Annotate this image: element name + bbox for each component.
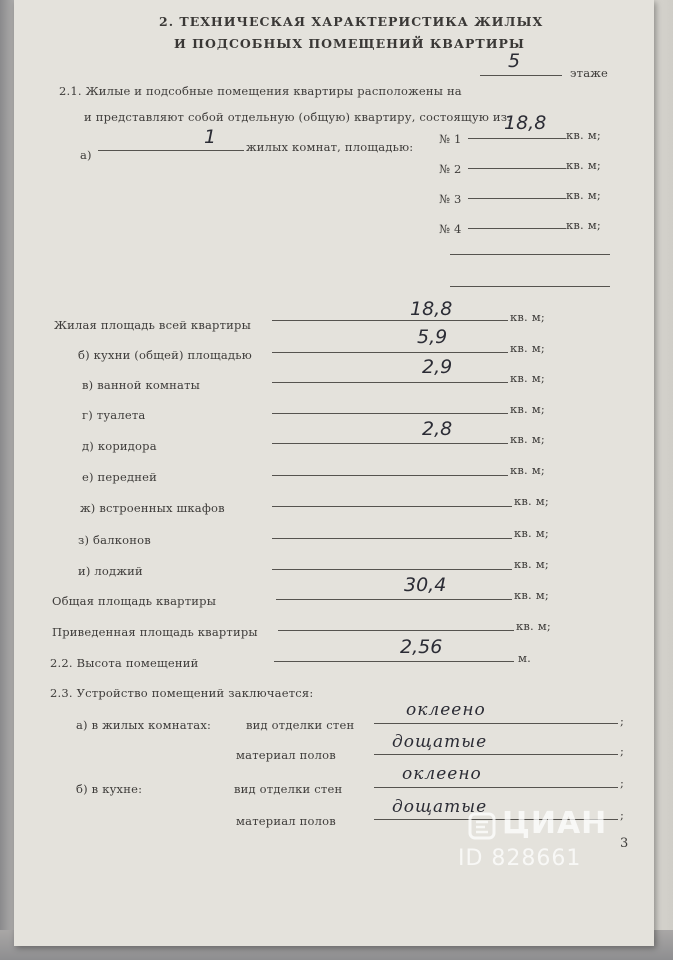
- section-2-1-text: 2.1. Жилые и подсобные помещения квартиры расположены на: [59, 84, 462, 98]
- area-total-label: Общая площадь квартиры: [52, 594, 217, 608]
- rooms-text: жилых комнат, площадью:: [246, 140, 414, 154]
- room-3-unit: кв. м;: [566, 188, 601, 202]
- height-value: 2,56: [400, 636, 443, 658]
- page-number: 3: [620, 836, 629, 851]
- area-corridor-value: 2,8: [422, 418, 453, 440]
- area-living-value: 18,8: [410, 298, 453, 320]
- area-balconies-line: [272, 538, 512, 539]
- room-1-line: [468, 138, 566, 139]
- title-line-1: 2. ТЕХНИЧЕСКАЯ ХАРАКТЕРИСТИКА ЖИЛЫХ: [159, 14, 544, 29]
- finish-rooms-floors-line: [374, 754, 618, 755]
- finish-kitchen-label: б) в кухне:: [76, 782, 143, 796]
- area-reduced-label: Приведенная площадь квартиры: [52, 625, 258, 639]
- area-balconies-label: з) балконов: [78, 533, 151, 547]
- area-bathroom-line: [272, 382, 508, 383]
- room-2-unit: кв. м;: [566, 158, 601, 172]
- extra-line-2: [450, 286, 610, 287]
- finish-kitchen-walls-label: вид отделки стен: [234, 782, 343, 796]
- area-toilet-label: г) туалета: [82, 408, 146, 422]
- area-reduced-line: [278, 630, 514, 631]
- area-loggias-label: и) лоджий: [78, 564, 143, 578]
- area-living-line: [272, 320, 508, 321]
- room-2-label: № 2: [439, 162, 462, 176]
- finish-rooms-floors-label: материал полов: [236, 748, 336, 762]
- watermark-id: ID 828661: [458, 846, 582, 871]
- area-corridor-unit: кв. м;: [510, 432, 545, 446]
- area-balconies-unit: кв. м;: [514, 526, 549, 540]
- area-closets-line: [272, 506, 512, 507]
- area-loggias-unit: кв. м;: [514, 557, 549, 571]
- area-reduced-unit: кв. м;: [516, 619, 551, 633]
- finish-rooms-walls-label: вид отделки стен: [246, 718, 355, 732]
- room-4-line: [468, 228, 566, 229]
- area-corridor-line: [272, 443, 508, 444]
- extra-line-1: [450, 254, 610, 255]
- area-closets-unit: кв. м;: [514, 494, 549, 508]
- room-1-value: 18,8: [504, 112, 547, 134]
- area-kitchen-unit: кв. м;: [510, 341, 545, 355]
- area-closets-label: ж) встроенных шкафов: [80, 501, 225, 515]
- floor-line: [480, 75, 562, 76]
- area-hall-line: [272, 475, 508, 476]
- area-toilet-unit: кв. м;: [510, 402, 545, 416]
- area-kitchen-label: б) кухни (общей) площадью: [78, 348, 252, 362]
- room-2-line: [468, 168, 566, 169]
- area-kitchen-line: [272, 352, 508, 353]
- area-kitchen-value: 5,9: [417, 326, 448, 348]
- title-line-2: И ПОДСОБНЫХ ПОМЕЩЕНИЙ КВАРТИРЫ: [174, 36, 525, 51]
- finish-rooms-walls-line: [374, 723, 618, 724]
- area-living-unit: кв. м;: [510, 310, 545, 324]
- height-label: 2.2. Высота помещений: [50, 656, 199, 670]
- floor-value: 5: [508, 50, 521, 72]
- finish-kitchen-walls-semicolon: ;: [620, 776, 625, 790]
- rooms-count-value: 1: [204, 126, 217, 148]
- room-3-label: № 3: [439, 192, 462, 206]
- section-2-1-text-2: и представляют собой отдельную (общую) квартиру, состоящую из:: [84, 110, 512, 124]
- room-4-unit: кв. м;: [566, 218, 601, 232]
- finish-kitchen-floors-label: материал полов: [236, 814, 336, 828]
- room-1-unit: кв. м;: [566, 128, 601, 142]
- rooms-a-label: а): [80, 148, 92, 162]
- area-toilet-line: [272, 413, 508, 414]
- area-hall-label: е) передней: [82, 470, 158, 484]
- area-bathroom-unit: кв. м;: [510, 371, 545, 385]
- finish-kitchen-walls-line: [374, 787, 618, 788]
- watermark-brand: ЦИАН: [502, 806, 608, 841]
- room-1-label: № 1: [439, 132, 462, 146]
- finish-label: 2.3. Устройство помещений заключается:: [50, 686, 314, 700]
- finish-kitchen-floors-value: дощатые: [392, 797, 488, 817]
- area-bathroom-label: в) ванной комнаты: [82, 378, 201, 392]
- area-bathroom-value: 2,9: [422, 356, 453, 378]
- area-total-line: [276, 599, 512, 600]
- height-line: [274, 661, 514, 662]
- area-loggias-line: [272, 569, 512, 570]
- finish-rooms-floors-value: дощатые: [392, 732, 488, 752]
- finish-kitchen-walls-value: оклеено: [402, 764, 482, 784]
- area-hall-unit: кв. м;: [510, 463, 545, 477]
- floor-unit: этаже: [570, 66, 609, 80]
- finish-rooms-label: а) в жилых комнатах:: [76, 718, 212, 732]
- document-page: [14, 0, 654, 946]
- area-total-value: 30,4: [404, 574, 447, 596]
- area-corridor-label: д) коридора: [82, 439, 157, 453]
- room-3-line: [468, 198, 566, 199]
- rooms-count-line: [98, 150, 244, 151]
- finish-rooms-walls-value: оклеено: [406, 700, 486, 720]
- area-living-label: Жилая площадь всей квартиры: [54, 318, 251, 332]
- area-total-unit: кв. м;: [514, 588, 549, 602]
- room-4-label: № 4: [439, 222, 462, 236]
- finish-kitchen-floors-semicolon: ;: [620, 808, 625, 822]
- finish-rooms-walls-semicolon: ;: [620, 714, 625, 728]
- cian-logo-icon: [468, 812, 496, 844]
- finish-rooms-floors-semicolon: ;: [620, 744, 625, 758]
- height-unit: м.: [518, 651, 532, 665]
